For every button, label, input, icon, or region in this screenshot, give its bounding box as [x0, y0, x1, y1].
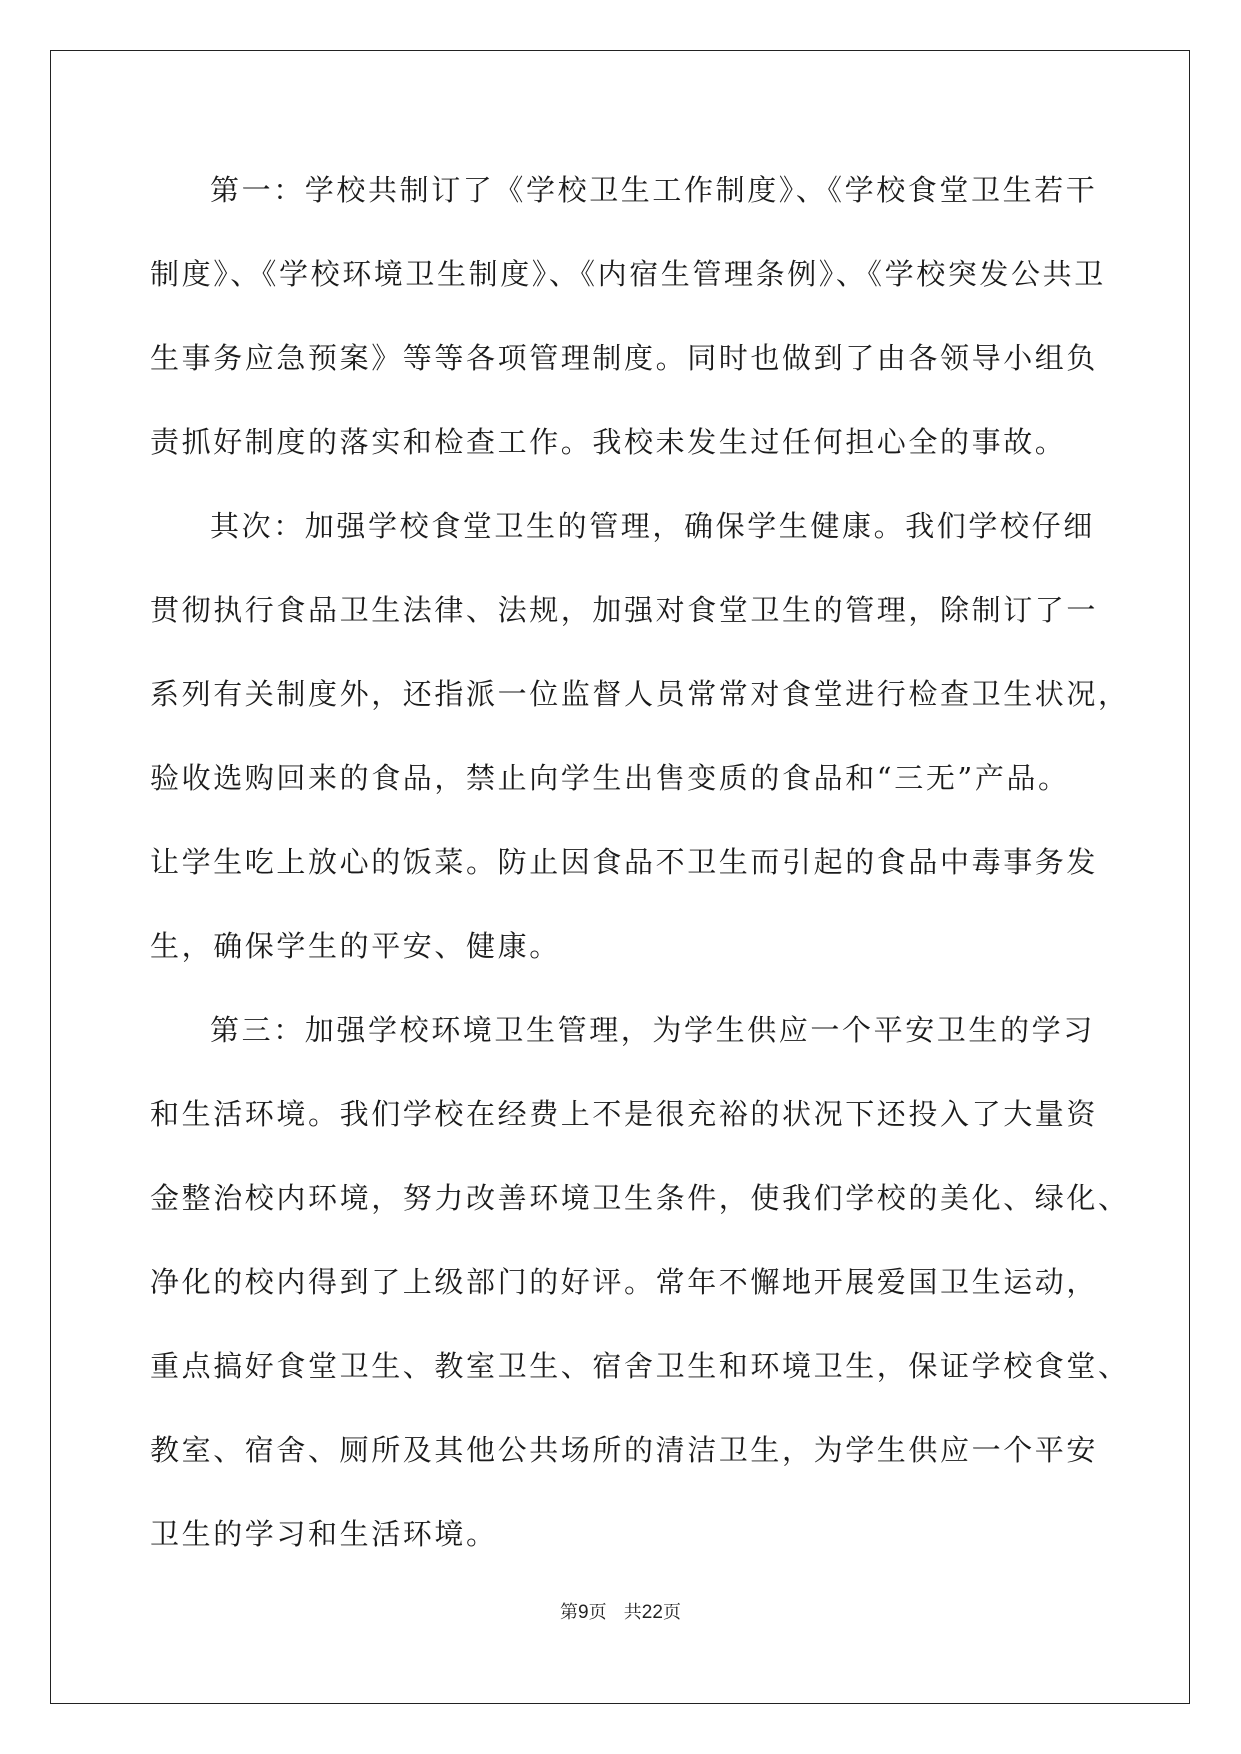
text-line: 教室、宿舍、厕所及其他公共场所的清洁卫生，为学生供应一个平安 [150, 1433, 1099, 1467]
page-footer [0, 1598, 1241, 1624]
text-line: 净化的校内得到了上级部门的好评。常年不懈地开展爱国卫生运动， [150, 1265, 1099, 1299]
text-line: 生事务应急预案》等等各项管理制度。同时也做到了由各领导小组负 [150, 341, 1099, 375]
document-body [150, 160, 1130, 1588]
paragraph-2 [150, 496, 1130, 1000]
text-line: 验收选购回来的食品，禁止向学生出售变质的食品和“三无”产品。 [150, 761, 1070, 795]
text-line: 制度》、《学校环境卫生制度》、《内宿生管理条例》、《学校突发公共卫 [150, 257, 1106, 291]
footer-page-prefix: 第 [560, 1602, 579, 1623]
paragraph-3 [150, 1000, 1130, 1588]
footer-total-suffix: 页 [662, 1602, 681, 1623]
text-line: 贯彻执行食品卫生法律、法规，加强对食堂卫生的管理，除制订了一 [150, 593, 1099, 627]
footer-total-prefix: 共 [623, 1602, 642, 1623]
text-line: 重点搞好食堂卫生、教室卫生、宿舍卫生和环境卫生，保证学校食堂、 [150, 1349, 1130, 1383]
footer-page-suffix: 页 [588, 1602, 607, 1623]
text-line: 第一：学校共制订了《学校卫生工作制度》、《学校食堂卫生若干 [210, 173, 1098, 207]
text-line: 金整治校内环境，努力改善环境卫生条件，使我们学校的美化、绿化、 [150, 1181, 1130, 1215]
text-line: 第三：加强学校环境卫生管理，为学生供应一个平安卫生的学习 [210, 1013, 1095, 1047]
text-line: 系列有关制度外，还指派一位监督人员常常对食堂进行检查卫生状况， [150, 677, 1130, 711]
text-line: 责抓好制度的落实和检查工作。我校未发生过任何担心全的事故。 [150, 425, 1067, 459]
footer-total-pages: 22 [641, 1602, 663, 1623]
text-line: 生，确保学生的平安、健康。 [150, 929, 561, 963]
text-line: 其次：加强学校食堂卫生的管理，确保学生健康。我们学校仔细 [210, 509, 1095, 543]
text-line: 和生活环境。我们学校在经费上不是很充裕的状况下还投入了大量资 [150, 1097, 1099, 1131]
text-line: 卫生的学习和生活环境。 [150, 1517, 498, 1551]
footer-page-number: 9 [578, 1602, 589, 1623]
text-line: 让学生吃上放心的饭菜。防止因食品不卫生而引起的食品中毒事务发 [150, 845, 1099, 879]
paragraph-1 [150, 160, 1106, 496]
